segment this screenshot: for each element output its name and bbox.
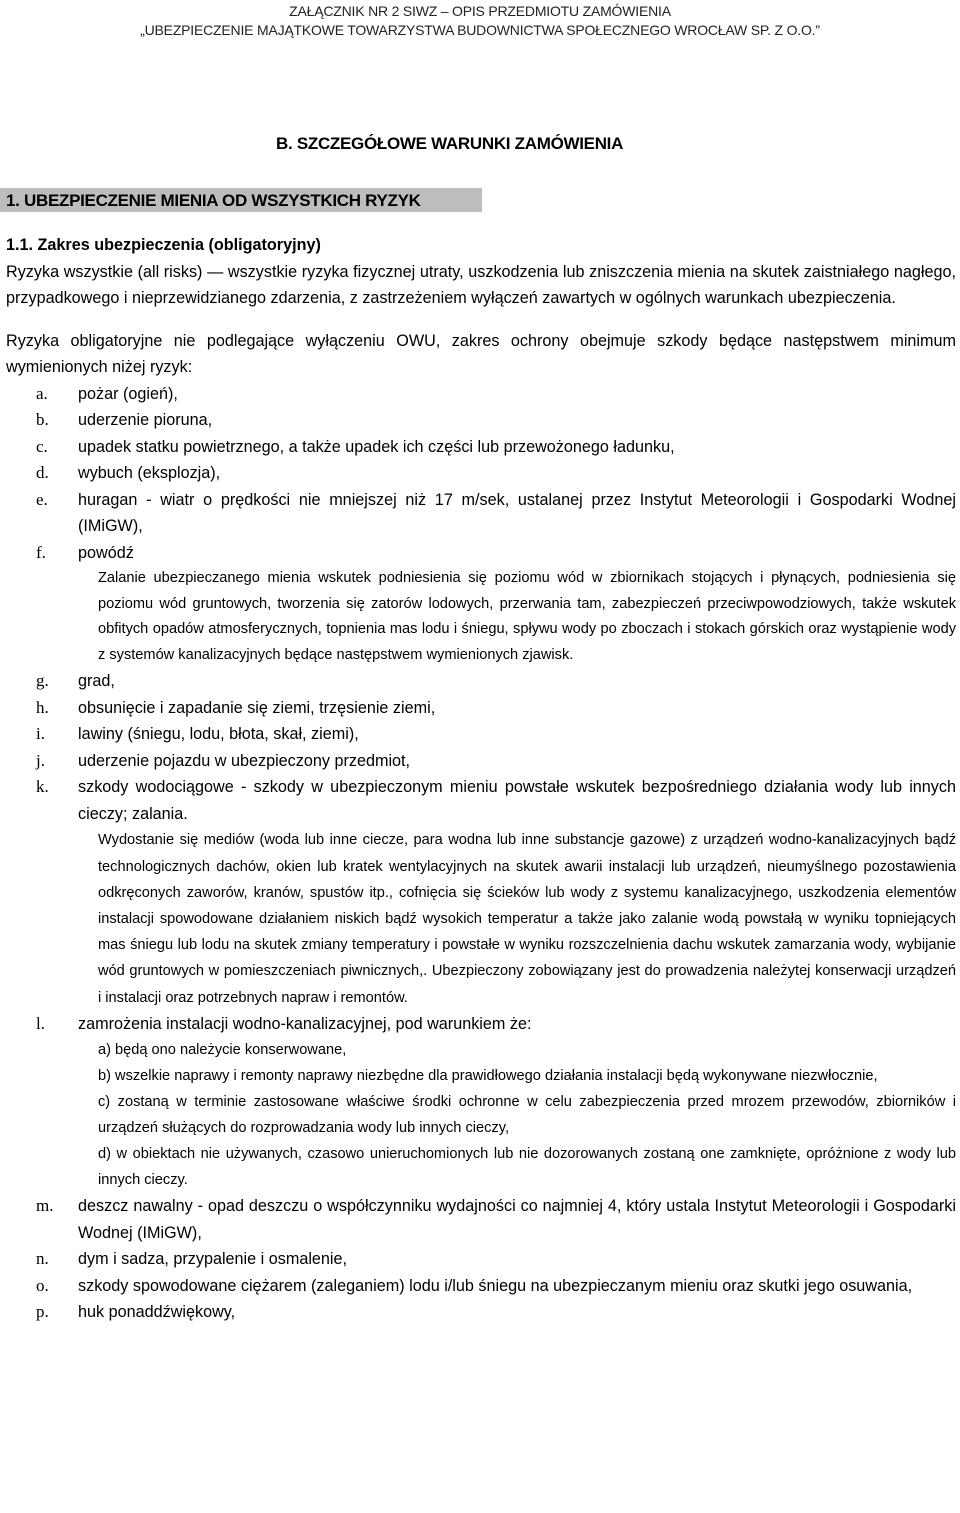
flood-note: Zalanie ubezpieczanego mienia wskutek podniesienia się poziomu wód w zbiornikach stojących i płynących, podniesienia się poziomu wód gruntowych, tworzenia się zatorów lodowych, przerwania tam, zabezpieczeń przeciwpowodziowych, także wskutek obfitych opadów atmosferycznych, topnienia mas lodu i śniegu, spływu wody po zboczach i stokach górskich oraz wystąpienie wody z systemów kanalizacyjnych będące następstwem wymienionych zjawisk. bbox=[98, 570, 956, 663]
freeze-condition: c) zostaną w terminie zastosowane właściwe środki ochronne w celu zabezpieczenia przed mrozem przewodów, zbiorników i urządzeń służących do rozprowadzania wody lub innych cieczy, bbox=[98, 1094, 956, 1137]
list-item: a. pożar (ogień), bbox=[36, 383, 178, 403]
risk-list bbox=[6, 381, 956, 567]
freeze-condition: b) wszelkie naprawy i remonty naprawy niezbędne dla prawidłowego działania instalacji będą wykonywane niezwłocznie, bbox=[98, 1068, 878, 1085]
subsection-title: 1.1. Zakres ubezpieczenia (obligatoryjny) bbox=[6, 236, 321, 254]
list-item: d. wybuch (eksplozja), bbox=[36, 463, 221, 482]
header-line-1: ZAŁĄCZNIK NR 2 SIWZ – OPIS PRZEDMIOTU ZAMÓWIENIA bbox=[289, 3, 671, 19]
list-item: b. uderzenie pioruna, bbox=[36, 410, 213, 429]
page-header bbox=[0, 0, 960, 40]
list-item: l. zamrożenia instalacji wodno-kanalizacyjnej, pod warunkiem że: bbox=[36, 1013, 532, 1033]
list-item: k. szkody wodociągowe - szkody w ubezpieczonym mieniu powstałe wskutek bezpośredniego działania wody lub innych cieczy; zalania. bbox=[36, 777, 956, 823]
list-item: e. huragan - wiatr o prędkości nie mniejszej niż 17 m/sek, ustalanej przez Instytut Meteorologii i Gospodarki Wodnej (IMiGW), bbox=[36, 489, 956, 535]
chapter-title: 1. UBEZPIECZENIE MIENIA OD WSZYSTKICH RYZYK bbox=[6, 191, 421, 210]
list-item: p. huk ponaddźwiękowy, bbox=[36, 1302, 236, 1322]
document-body bbox=[6, 232, 956, 1326]
list-item: h. obsunięcie i zapadanie się ziemi, trzęsienie ziemi, bbox=[36, 697, 436, 717]
list-item: g. grad, bbox=[36, 671, 115, 691]
risk-list bbox=[6, 1193, 956, 1326]
list-item: c. upadek statku powietrznego, a także upadek ich części lub przewożonego ładunku, bbox=[36, 436, 675, 456]
list-item: n. dym i sadza, przypalenie i osmalenie, bbox=[36, 1249, 348, 1269]
obligatory-paragraph: Ryzyka obligatoryjne nie podlegające wyłączeniu OWU, zakres ochrony obejmuje szkody będące następstwem minimum wymienionych niżej ryzyk: bbox=[6, 331, 956, 376]
intro-paragraph: Ryzyka wszystkie (all risks) — wszystkie ryzyka fizycznej utraty, uszkodzenia lub zniszczenia mienia na skutek zaistniałego nagłego, przypadkowego i nieprzewidzianego zdarzenia, z zastrzeżeniem wyłączeń zawartych w ogólnych warunkach ubezpieczenia. bbox=[6, 262, 956, 307]
freeze-condition: d) w obiektach nie używanych, czasowo unieruchomionych lub nie dozorowanych zostaną one zamknięte, opróżnione z wody lub innych cieczy. bbox=[98, 1146, 956, 1189]
list-item: m. deszcz nawalny - opad deszczu o współczynniku wydajności co najmniej 4, który ustala Instytut Meteorologii i Gospodarki Wodnej (IMiGW), bbox=[36, 1196, 956, 1242]
list-item: j. uderzenie pojazdu w ubezpieczony przedmiot, bbox=[36, 750, 411, 770]
freeze-condition: a) będą ono należycie konserwowane, bbox=[98, 1042, 347, 1059]
list-item: o. szkody spowodowane ciężarem (zaleganiem) lodu i/lub śniegu na ubezpieczanym mieniu oraz skutki jego osuwania, bbox=[36, 1275, 913, 1295]
risk-list bbox=[6, 668, 956, 827]
list-item: i. lawiny (śniegu, lodu, błota, skał, ziemi), bbox=[36, 724, 359, 744]
section-title: B. SZCZEGÓŁOWE WARUNKI ZAMÓWIENIA bbox=[276, 134, 624, 153]
risk-list bbox=[6, 1011, 956, 1038]
header-line-2: „UBEZPIECZENIE MAJĄTKOWE TOWARZYSTWA BUDOWNICTWA SPOŁECZNEGO WROCŁAW SP. Z O.O.” bbox=[140, 22, 820, 38]
water-damage-note: Wydostanie się mediów (woda lub inne ciecze, para wodna lub inne substancje gazowe) z urządzeń wodno-kanalizacyjnych bądź technologicznych dachów, okien lub kratek wentylacyjnych na skutek awarii instalacji lub urządzeń, nieumyślnego pozostawienia odkręconych zaworów, kranów, spustów itp., cofnięcia się ścieków lub wody z systemu kanalizacyjnego, uszkodzenia elementów instalacji spowodowane działaniem niskich bądź wysokich temperatur a także jako zalanie wodą powstałą w wyniku topniejących mas śniegu lub lodu na skutek zmiany temperatury i powstałe w wyniku rozszczelnienia dachu wskutek zamarzania wody, wybijanie wód gruntowych w pomieszczeniach piwnicznych,. Ubezpieczony zobowiązany jest do prowadzenia należytej konserwacji urządzeń i instalacji oraz potrzebnych napraw i remontów. bbox=[98, 832, 956, 1006]
list-item: f. powódź bbox=[36, 542, 134, 562]
